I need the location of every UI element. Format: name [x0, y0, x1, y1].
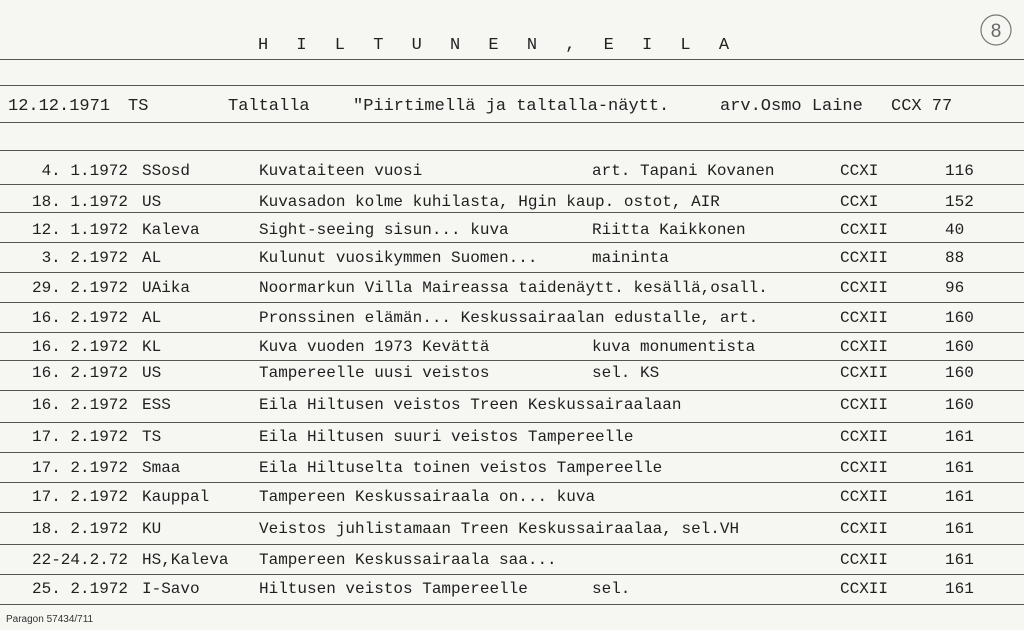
- entry-page: 96: [945, 279, 965, 297]
- entry-volume: CCXI: [840, 193, 879, 211]
- table-row: [0, 249, 1024, 273]
- row-rule: [0, 242, 1024, 243]
- row-rule: [0, 604, 1024, 605]
- entry-volume: CCXII: [840, 249, 889, 267]
- row-rule: [0, 452, 1024, 453]
- entry-text: Sight-seeing sisun... kuva: [259, 221, 509, 239]
- entry-page: 161: [945, 488, 974, 506]
- entry-note: art. Tapani Kovanen: [592, 162, 775, 180]
- entry-text: Kuvataiteen vuosi: [259, 162, 423, 180]
- entry-date: 12. 1.1972: [31, 221, 128, 239]
- entry-volume: CCXII: [840, 338, 889, 356]
- entry-page: 160: [945, 338, 974, 356]
- entry-date: 17. 2.1972: [31, 488, 128, 506]
- entry-volume: CCXII: [840, 520, 889, 538]
- entry-page: 116: [945, 162, 974, 180]
- table-row: [0, 309, 1024, 333]
- entry-page: 152: [945, 193, 974, 211]
- entry-date: 18. 2.1972: [31, 520, 128, 538]
- header-subject: Taltalla: [228, 97, 310, 116]
- entry-volume: CCXII: [840, 488, 889, 506]
- entry-volume: CCXII: [840, 364, 889, 382]
- row-rule: [0, 272, 1024, 273]
- title-rule: [0, 59, 1024, 60]
- entry-text: Veistos juhlistamaan Treen Keskussairaalaa, sel.VH: [259, 520, 740, 538]
- entry-volume: CCXII: [840, 428, 889, 446]
- header-headline: "Piirtimellä ja taltalla-näytt.: [353, 97, 670, 116]
- table-row: [0, 580, 1024, 604]
- row-rule: [0, 482, 1024, 483]
- entry-text: Noormarkun Villa Maireassa taidenäytt. kesällä,osall.: [259, 279, 768, 297]
- entry-volume: CCXII: [840, 279, 889, 297]
- header-date: 12.12.1971: [8, 97, 111, 116]
- page-number: 8: [990, 21, 1002, 42]
- entry-note: maininta: [592, 249, 669, 267]
- entry-note: sel. KS: [592, 364, 660, 382]
- entry-note: Riitta Kaikkonen: [592, 221, 746, 239]
- row-rule: [0, 360, 1024, 361]
- entry-volume: CCXII: [840, 396, 889, 414]
- entry-page: 160: [945, 396, 974, 414]
- entry-date: 4. 1.1972: [41, 162, 128, 180]
- entry-source: Kauppal: [142, 488, 210, 506]
- entry-page: 88: [945, 249, 965, 267]
- entry-text: Kuvasadon kolme kuhilasta, Hgin kaup. ostot, AIR: [259, 193, 720, 211]
- entry-text: Pronssinen elämän... Keskussairaalan edustalle, art.: [259, 309, 759, 327]
- table-row: [0, 428, 1024, 452]
- entry-note: kuva monumentista: [592, 338, 756, 356]
- entry-source: ESS: [142, 396, 171, 414]
- entry-volume: CCXII: [840, 221, 889, 239]
- entry-source: Smaa: [142, 459, 181, 477]
- entry-page: 160: [945, 309, 974, 327]
- header-volume: CCX 77: [891, 97, 953, 116]
- entry-date: 25. 2.1972: [31, 580, 128, 598]
- entry-source: I-Savo: [142, 580, 200, 598]
- entry-text: Tampereen Keskussairaala on... kuva: [259, 488, 596, 506]
- page-number-stamp: [978, 12, 1014, 48]
- table-row: [0, 279, 1024, 303]
- table-row: [0, 396, 1024, 420]
- entry-text: Eila Hiltuselta toinen veistos Tampereelle: [259, 459, 663, 477]
- row-rule: [0, 512, 1024, 513]
- entry-source: KU: [142, 520, 162, 538]
- entry-date: 22-24.2.72: [31, 551, 128, 569]
- entry-date: 16. 2.1972: [31, 396, 128, 414]
- entry-volume: CCXII: [840, 551, 889, 569]
- entry-source: HS,Kaleva: [142, 551, 229, 569]
- row-rule: [0, 302, 1024, 303]
- entry-volume: CCXII: [840, 580, 889, 598]
- entry-date: 16. 2.1972: [31, 364, 128, 382]
- table-row: [0, 459, 1024, 483]
- entry-source: US: [142, 364, 162, 382]
- entry-note: sel.: [592, 580, 631, 598]
- header-note: arv.Osmo Laine: [720, 97, 863, 116]
- table-row: [0, 364, 1024, 388]
- entry-source: Kaleva: [142, 221, 200, 239]
- entry-source: TS: [142, 428, 162, 446]
- header-bottom-rule: [0, 122, 1024, 123]
- entry-text: Kuva vuoden 1973 Kevättä: [259, 338, 490, 356]
- entry-date: 18. 1.1972: [31, 193, 128, 211]
- entry-volume: CCXI: [840, 162, 879, 180]
- entry-date: 17. 2.1972: [31, 428, 128, 446]
- card-title: H I L T U N E N , E I L A: [258, 36, 739, 55]
- row-rule: [0, 184, 1024, 185]
- entry-source: AL: [142, 309, 162, 327]
- entry-source: SSosd: [142, 162, 191, 180]
- entry-text: Tampereelle uusi veistos: [259, 364, 490, 382]
- table-top-rule: [0, 150, 1024, 151]
- entry-source: UAika: [142, 279, 191, 297]
- table-row: [0, 162, 1024, 186]
- row-rule: [0, 422, 1024, 423]
- row-rule: [0, 544, 1024, 545]
- entry-page: 161: [945, 459, 974, 477]
- entry-date: 16. 2.1972: [31, 338, 128, 356]
- entry-volume: CCXII: [840, 309, 889, 327]
- row-rule: [0, 212, 1024, 213]
- entry-source: US: [142, 193, 162, 211]
- entry-source: AL: [142, 249, 162, 267]
- entry-page: 161: [945, 520, 974, 538]
- entry-page: 161: [945, 428, 974, 446]
- row-rule: [0, 332, 1024, 333]
- table-row: [0, 488, 1024, 512]
- entry-page: 40: [945, 221, 965, 239]
- entry-page: 161: [945, 580, 974, 598]
- row-rule: [0, 390, 1024, 391]
- table-row: [0, 520, 1024, 544]
- entry-date: 29. 2.1972: [31, 279, 128, 297]
- entry-date: 17. 2.1972: [31, 459, 128, 477]
- footer-print: Paragon 57434/711: [6, 614, 94, 625]
- table-row: [0, 338, 1024, 362]
- header-source: TS: [128, 97, 149, 116]
- entry-text: Kulunut vuosikymmen Suomen...: [259, 249, 538, 267]
- entry-text: Hiltusen veistos Tampereelle: [259, 580, 528, 598]
- entry-date: 3. 2.1972: [41, 249, 128, 267]
- entry-page: 160: [945, 364, 974, 382]
- entry-volume: CCXII: [840, 459, 889, 477]
- entry-source: KL: [142, 338, 162, 356]
- entry-text: Eila Hiltusen suuri veistos Tampereelle: [259, 428, 634, 446]
- row-rule: [0, 574, 1024, 575]
- entry-text: Eila Hiltusen veistos Treen Keskussairaalaan: [259, 396, 682, 414]
- entry-text: Tampereen Keskussairaala saa...: [259, 551, 557, 569]
- entry-page: 161: [945, 551, 974, 569]
- table-row: [0, 193, 1024, 217]
- table-row: [0, 551, 1024, 575]
- header-top-rule: [0, 85, 1024, 86]
- entry-date: 16. 2.1972: [31, 309, 128, 327]
